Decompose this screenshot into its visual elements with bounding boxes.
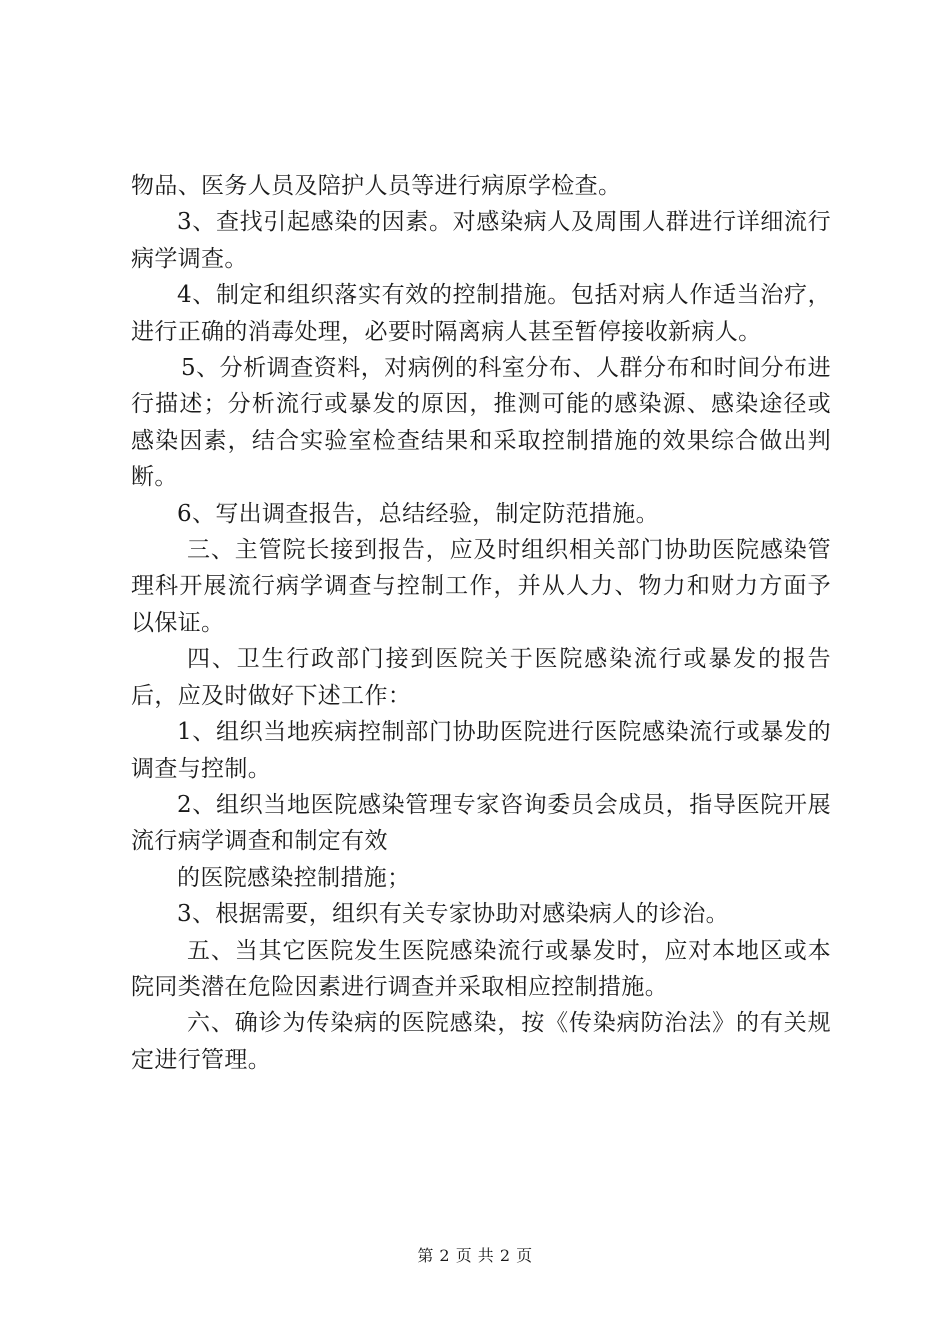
paragraph-2: 3、查找引起感染的因素。对感染病人及周围人群进行详细流行病学调查。: [131, 209, 831, 272]
paragraph-9: 2、组织当地医院感染管理专家咨询委员会成员，指导医院开展流行病学调查和制定有效: [131, 791, 831, 855]
paragraph-3: 4、制定和组织落实有效的控制措施。包括对病人作适当治疗，进行正确的消毒处理，必要时隔离病人甚至暂停接收新病人。: [131, 282, 831, 345]
paragraph-8: 1、组织当地疾病控制部门协助医院进行医院感染流行或暴发的调查与控制。: [131, 719, 831, 782]
paragraph-11: 3、根据需要，组织有关专家协助对感染病人的诊治。: [177, 901, 730, 928]
page-number-footer: 第 2 页 共 2 页: [417, 1246, 533, 1265]
paragraph-5: 6、写出调查报告，总结经验，制定防范措施。: [177, 500, 659, 527]
paragraph-12: 五、当其它医院发生医院感染流行或暴发时，应对本地区或本院同类潜在危险因素进行调查并采取相应控制措施。: [131, 937, 831, 1000]
paragraph-4: 5、分析调查资料，对病例的科室分布、人群分布和时间分布进行描述；分析流行或暴发的原因，推测可能的感染源、感染途径或感染因素，结合实验室检查结果和采取控制措施的效果综合做出判断。: [131, 355, 831, 491]
paragraph-1: 物品、医务人员及陪护人员等进行病原学检查。: [131, 173, 622, 199]
paragraph-7: 四、卫生行政部门接到医院关于医院感染流行或暴发的报告后，应及时做好下述工作：: [131, 646, 831, 709]
paragraph-10: 的医院感染控制措施；: [177, 864, 411, 891]
paragraph-6: 三、主管院长接到报告，应及时组织相关部门协助医院感染管理科开展流行病学调查与控制工作，并从人力、物力和财力方面予以保证。: [131, 537, 831, 636]
document-body: [131, 168, 831, 1078]
paragraph-13: 六、确诊为传染病的医院感染，按《传染病防治法》的有关规定进行管理。: [131, 1010, 831, 1073]
